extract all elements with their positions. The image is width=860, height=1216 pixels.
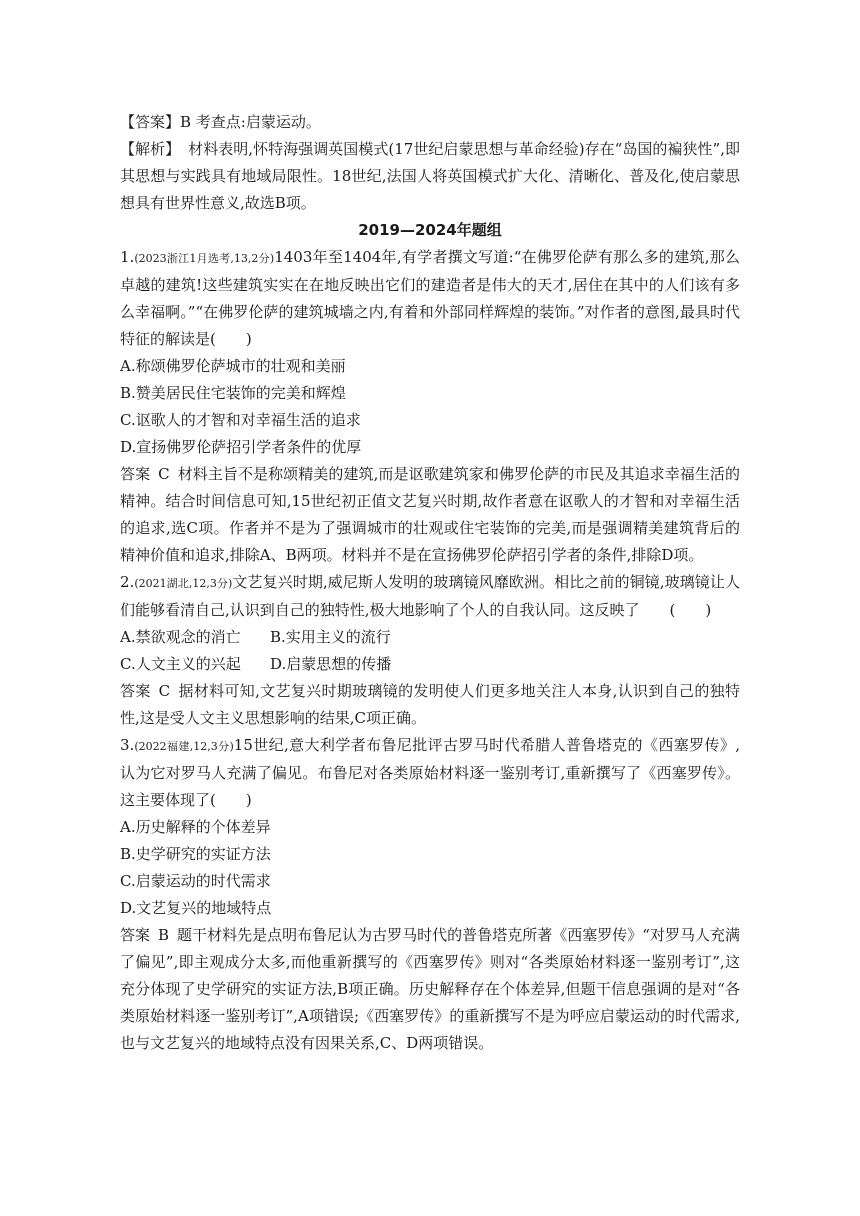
prev-answer-text: B 考查点:启蒙运动。 [180, 113, 321, 131]
option-d: D.启蒙思想的传播 [270, 655, 392, 673]
answer-letter: C [158, 465, 170, 483]
question-source: (2023浙江1月选考,13,2分) [134, 252, 275, 265]
question-3 [120, 732, 740, 1057]
answer-label: 答案 [120, 926, 151, 944]
option-a: A.禁欲观念的消亡 [120, 628, 241, 646]
explanation-text: 材料主旨不是称颂精美的建筑,而是讴歌建筑家和佛罗伦萨的市民及其追求幸福生活的精神。结合时间信息可知,15世纪初正值文艺复兴时期,故作者意在讴歌人的才智和对幸福生活的追求,选C项。作者并不是为了强调城市的壮观或住宅装饰的完美,而是强调精美建筑背后的精神价值和追求,排除A、B两项。材料并不是在宣扬佛罗伦萨招引学者的条件,排除D项。 [120, 465, 740, 564]
prev-answer [120, 109, 740, 136]
option-a: A.称颂佛罗伦萨城市的壮观和美丽 [120, 357, 346, 375]
option-d: D.宣扬佛罗伦萨招引学者条件的优厚 [120, 438, 362, 456]
question-source: (2021湖北,12,3分) [134, 577, 233, 590]
answer-letter: B [158, 926, 170, 944]
question-stem [120, 569, 740, 624]
question-2 [120, 569, 740, 732]
section-title: 2019—2024年题组 [358, 221, 502, 239]
question-stem [120, 244, 740, 353]
option-a: A.历史解释的个体差异 [120, 818, 271, 836]
answer-label: 答案 [120, 465, 151, 483]
prev-analysis-text: 材料表明,怀特海强调英国模式(17世纪启蒙思想与革命经验)存在“岛国的褊狭性”,即其思想与实践具有地域局限性。18世纪,法国人将英国模式扩大化、清晰化、普及化,使启蒙思想具有世界性意义,故选B项。 [120, 140, 740, 212]
question-stem-text: 1403年至1404年,有学者撰文写道:“在佛罗伦萨有那么多的建筑,那么卓越的建筑!这些建筑实实在在地反映出它们的建造者是伟大的天才,居住在其中的人们该有多么幸福啊。”“在佛罗伦萨的建筑城墙之内,有着和外部同样辉煌的装饰。”对作者的意图,最具时代特征的解读是( ) [120, 248, 740, 348]
option-b: B.赞美居民住宅装饰的完美和辉煌 [120, 384, 346, 402]
answer-explanation [120, 922, 740, 1057]
options-row-2 [120, 651, 740, 678]
option-b: B.史学研究的实证方法 [120, 845, 271, 863]
answer-letter: C [158, 682, 171, 700]
answer-explanation [120, 678, 740, 732]
option-d: D.文艺复兴的地域特点 [120, 899, 272, 917]
document-content [120, 109, 740, 1057]
question-number: 2. [120, 573, 135, 591]
question-number: 1. [120, 248, 135, 266]
answer-label: 答案 [120, 682, 151, 700]
answer-explanation [120, 461, 740, 569]
question-stem [120, 732, 740, 814]
option-c: C.启蒙运动的时代需求 [120, 872, 271, 890]
explanation-text: 据材料可知,文艺复兴时期玻璃镜的发明使人们更多地关注人本身,认识到自己的独特性,这是受人文主义思想影响的结果,C项正确。 [120, 682, 740, 727]
options-row-1 [120, 624, 740, 651]
explanation-text: 题干材料先是点明布鲁尼认为古罗马时代的普鲁塔克所著《西塞罗传》“对罗马人充满了偏见”,即主观成分太多,而他重新撰写的《西塞罗传》则对“各类原始材料逐一鉴别考订”,这充分体现了史学研究的实证方法,B项正确。历史解释存在个体差异,但题干信息强调的是对“各类原始材料逐一鉴别考订”,A项错误;《西塞罗传》的重新撰写不是为呼应启蒙运动的时代需求,也与文艺复兴的地域特点没有因果关系,C、D两项错误。 [120, 926, 740, 1052]
prev-analysis [120, 136, 740, 217]
question-stem-text: 文艺复兴时期,威尼斯人发明的玻璃镜风靡欧洲。相比之前的铜镜,玻璃镜让人们能够看清自己,认识到自己的独特性,极大地影响了个人的自我认同。这反映了 ( ) [120, 573, 740, 619]
question-number: 3. [120, 736, 135, 754]
option-b: B.实用主义的流行 [270, 628, 391, 646]
question-1 [120, 244, 740, 569]
option-c: C.人文主义的兴起 [120, 655, 241, 673]
prev-analysis-label: 【解析】 [120, 140, 181, 158]
prev-answer-label: 【答案】 [120, 113, 181, 131]
option-c: C.讴歌人的才智和对幸福生活的追求 [120, 411, 361, 429]
question-source: (2022福建,12,3分) [134, 740, 234, 753]
question-stem-text: 15世纪,意大利学者布鲁尼批评古罗马时代希腊人普鲁塔克的《西塞罗传》,认为它对罗马人充满了偏见。布鲁尼对各类原始材料逐一鉴别考订,重新撰写了《西塞罗传》。这主要体现了( ) [120, 736, 740, 809]
